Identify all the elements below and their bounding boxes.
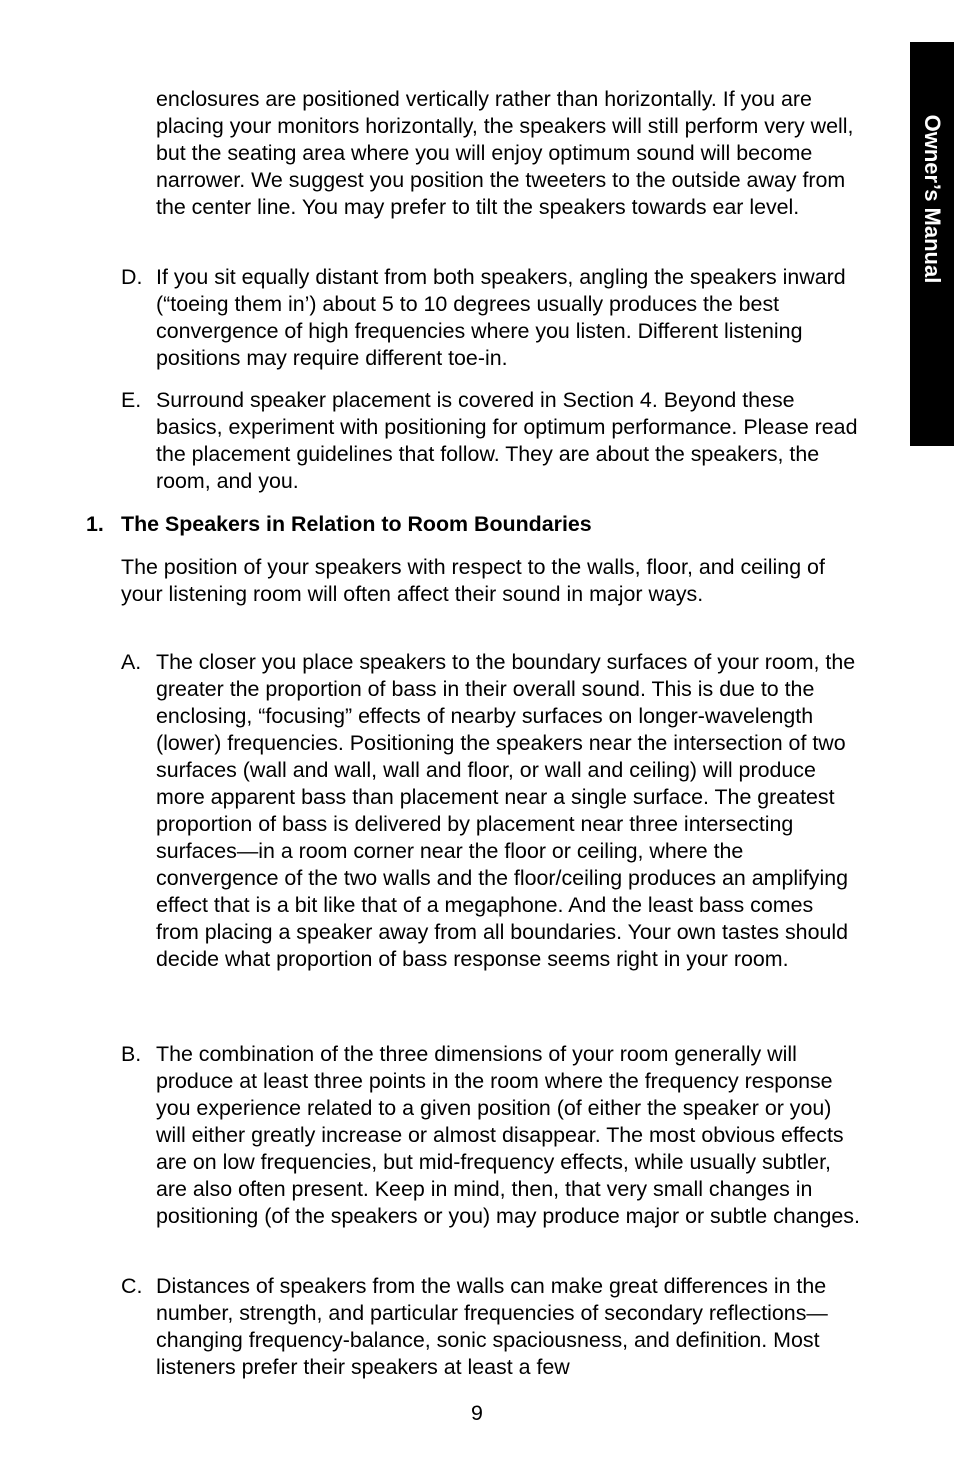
section-intro: The position of your speakers with respect to the walls, floor, and ceiling of your listening room will often affect their sound in major ways. xyxy=(121,555,825,606)
list-item-marker: A. xyxy=(121,650,142,674)
section-title: The Speakers in Relation to Room Boundaries xyxy=(121,512,592,536)
list-item-text: The combination of the three dimensions of your room generally will produce at least three points in the room where the frequency response you experience related to a given position (of either the speaker or you) will either greatly increase or almost disappear. The most obvious effects are on low frequencies, but mid-frequency effects, while usually subtler, are also often present. Keep in mind, then, that very small changes in positioning (of the speakers or you) may produce major or subtle changes. xyxy=(156,1042,860,1228)
section-side-tab xyxy=(910,42,954,446)
list-item-marker: E. xyxy=(121,388,142,412)
list-item-text: The closer you place speakers to the boundary surfaces of your room, the greater the proportion of bass in their overall sound. This is due to the enclosing, “focusing” effects of nearby surfaces on longer-wavelength (lower) frequencies. Positioning the speakers near the intersection of two surfaces (wall and wall, wall and floor, or wall and ceiling) will produce more apparent bass than placement near a single surface. The greatest proportion of bass is delivered by placement near three intersecting surfaces—in a room corner near the floor or ceiling, where the convergence of the two walls and the floor/ceiling produces an amplifying effect that is a bit like that of a megaphone. And the least bass comes from placing a speaker away from all boundaries. Your own tastes should decide what proportion of bass response seems right in your room. xyxy=(156,650,856,971)
list-item-text: If you sit equally distant from both speakers, angling the speakers inward (“toeing them in’) about 5 to 10 degrees usually produces the best convergence of high frequencies where you listen. Different listening positions may require different toe-in. xyxy=(156,265,846,370)
list-item-marker: C. xyxy=(121,1274,143,1298)
section-number: 1. xyxy=(86,512,104,536)
side-tab-label: Owner’s Manual xyxy=(920,114,945,284)
continuation-paragraph: enclosures are positioned vertically rather than horizontally. If you are placing your monitors horizontally, the speakers will still perform very well, but the seating area where you will enjoy optimum sound will become narrower. We suggest you position the tweeters to the outside away from the center line. You may prefer to tilt the speakers towards ear level. xyxy=(156,87,854,219)
list-item-marker: B. xyxy=(121,1042,142,1066)
list-item-text: Surround speaker placement is covered in Section 4. Beyond these basics, experiment with positioning for optimum performance. Please read the placement guidelines that follow. They are about the speakers, the room, and you. xyxy=(156,388,858,493)
page-number: 9 xyxy=(471,1401,483,1425)
list-item-marker: D. xyxy=(121,265,143,289)
list-item-text: Distances of speakers from the walls can make great differences in the number, strength, and particular frequencies of secondary reflections—changing frequency-balance, sonic spaciousness, and definition. Most listeners prefer their speakers at least a few xyxy=(156,1274,828,1379)
